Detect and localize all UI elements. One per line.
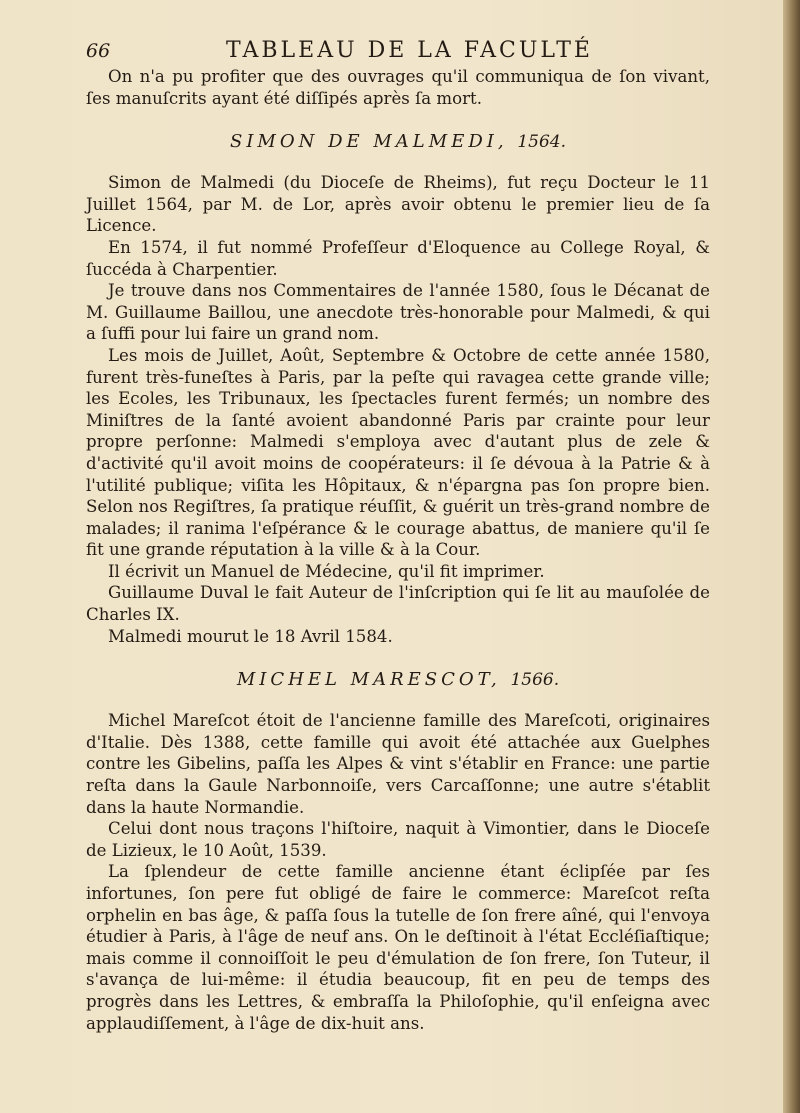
paragraph: Je trouve dans nos Commentaires de l'année 1580, ſous le Décanat de M. Guillaume Baillou, une anecdote très-honorable pour Malmedi, & qui a ſuffi pour lui faire un grand nom. — [86, 281, 710, 344]
heading-year: 1564. — [517, 132, 567, 153]
heading-year: 1566. — [510, 670, 560, 691]
section-heading-marescot — [86, 669, 710, 690]
heading-name: SIMON DE MALMEDI, — [229, 131, 508, 153]
page-number: 66 — [86, 40, 111, 62]
paragraph: Les mois de Juillet, Août, Septembre & Octobre de cette année 1580, furent très-funeſtes à Paris, par la peſte qui ravagea cette grande ville; les Ecoles, les Tribunaux, les ſpectacles furent fermés; un nombre des Miniſtres de la ſanté avoient abandonné Paris par crainte pour leur propre perſonne: Malmedi s'employa avec d'autant plus de zele & d'activité qu'il avoit moins de coopérateurs: il ſe dévoua à la Patrie & à l'utilité publique; viſita les Hôpitaux, & n'épargna pas ſon propre bien. Selon nos Regiſtres, ſa pratique réuſſit, & guérit un très-grand nombre de malades; il ranima l'eſpérance & le courage abattus, de maniere qu'il ſe fit une grande réputation à la ville & à la Cour. — [86, 345, 710, 560]
paragraph: Simon de Malmedi (du Dioceſe de Rheims), fut reçu Docteur le 11 Juillet 1564, par M. de Lor, après avoir obtenu le premier lieu de ſa Licence. — [86, 173, 710, 236]
book-page — [86, 36, 710, 1034]
paragraph: En 1574, il fut nommé Profeſſeur d'Eloquence au College Royal, & ſuccéda à Charpentier. — [86, 237, 710, 279]
paragraph: Il écrivit un Manuel de Médecine, qu'il fit imprimer. — [108, 561, 545, 581]
section-heading-malmedi — [86, 131, 710, 152]
running-head — [86, 36, 710, 66]
heading-name: MICHEL MARESCOT, — [236, 669, 501, 691]
intro-paragraph: On n'a pu profiter que des ouvrages qu'il communiqua de ſon vivant, ſes manuſcrits ayant été diſſipés après ſa mort. — [86, 67, 710, 108]
paragraph: Guillaume Duval le fait Auteur de l'inſcription qui ſe lit au mauſolée de Charles IX. — [86, 583, 710, 625]
paragraph: Malmedi mourut le 18 Avril 1584. — [108, 626, 393, 646]
page-edge — [783, 0, 800, 1113]
paragraph: Celui dont nous traçons l'hiſtoire, naquit à Vimontier, dans le Dioceſe de Lizieux, le 10 Août, 1539. — [86, 819, 710, 860]
running-title: TABLEAU DE LA FACULTÉ — [226, 38, 593, 63]
paragraph: Michel Mareſcot étoit de l'ancienne famille des Mareſcoti, originaires d'Italie. Dès 1388, cette famille qui avoit été attachée aux Guelphes contre les Gibelins, paſſa les Alpes & vint s'établir en France: une partie reſta dans la Gaule Narbonnoiſe, vers Carcaſſonne; une autre s'établit dans la haute Normandie. — [86, 711, 710, 817]
paragraph: La ſplendeur de cette famille ancienne étant éclipſée par ſes infortunes, ſon pere fut obligé de faire le commerce: Mareſcot reſta orphelin en bas âge, & paſſa ſous la tutelle de ſon frere aîné, qui l'envoya étudier à Paris, à l'âge de neuf ans. On le deſtinoit à l'état Eccléſiaſtique; mais comme il connoiſſoit le peu d'émulation de ſon frere, ſon Tuteur, il s'avança de lui-même: il étudia beaucoup, fit en peu de temps des progrès dans les Lettres, & embraſſa la Philoſophie, qu'il enſeigna avec applaudiſſement, à l'âge de dix-huit ans. — [86, 862, 710, 1033]
